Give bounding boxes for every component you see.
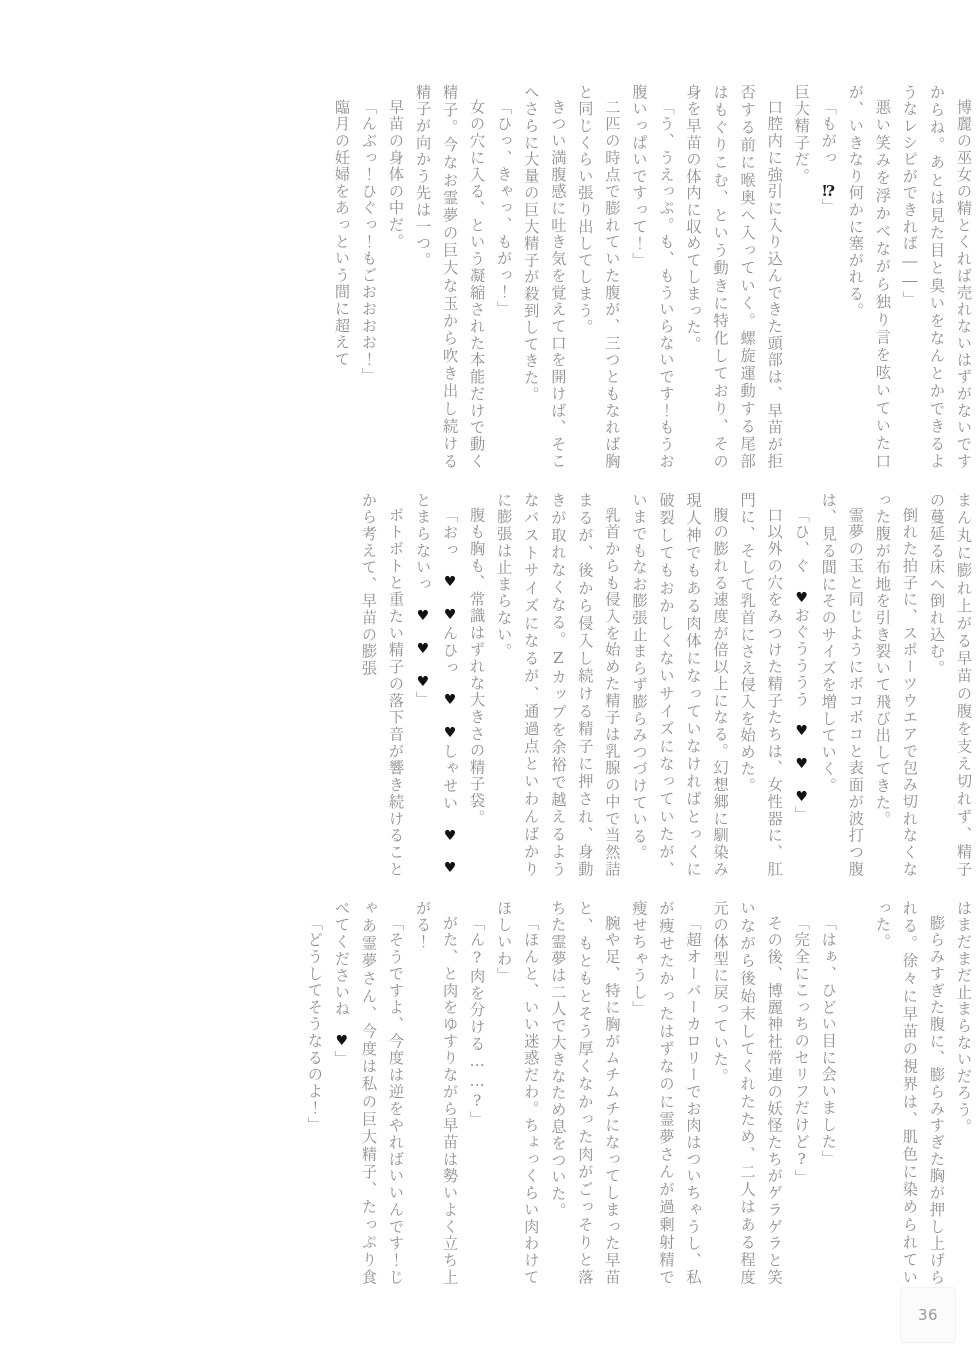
paragraph: 腕や足、特に胸がムチムチになってしまった早苗と、もともとそう厚くなかった肉がごっそりと落ちた霊夢は二人で大きなため息をついた。 bbox=[549, 900, 622, 1286]
page-folio bbox=[900, 1287, 956, 1343]
paragraph: 二匹の時点で膨れていた腹が、三つともなれば胸と同じくらい張り出してしまう。 bbox=[576, 84, 622, 470]
paragraph: その後、博麗神社常連の妖怪たちがゲラゲラと笑いながら後始末してくれたため、二人はある程度元の体型に戻っていた。 bbox=[711, 900, 784, 1286]
interrobang-mark: ⁉ bbox=[819, 181, 838, 199]
paragraph: 倒れた拍子に、スポーツウエアで包み切れなくなった腹が布地を引き裂いて飛び出してきた。 bbox=[873, 492, 919, 878]
paragraph: 「もがっ⁉」 bbox=[815, 84, 842, 470]
heart-glyph: ♥ bbox=[415, 673, 432, 692]
heart-glyph: ♥ bbox=[442, 827, 459, 846]
paragraph: 「ひっ、きゃっ、もがっ！」 bbox=[495, 99, 514, 318]
paragraph: 口以外の穴をみつけた精子たちは、女性器に、肛門に、そして乳首にさえ侵入を始めた。 bbox=[738, 492, 784, 878]
paragraph: 早苗の身体の中だ。 bbox=[387, 99, 406, 251]
paragraph: 「そうですよ、今度は逆をやればいいんです！じゃあ霊夢さん、今度は私の巨大精子、たっぷり食べてくださいね♥」 bbox=[332, 900, 406, 1286]
paragraph: 悪い笑みを浮かべながら独り言を呟いていた口が、いきなり何かに塞がれる。 bbox=[846, 84, 892, 470]
heart-glyph: ♥ bbox=[793, 589, 810, 608]
heart-glyph: ♥ bbox=[793, 788, 810, 807]
heart-glyph: ♥ bbox=[415, 640, 432, 659]
paragraph: 乳首からも侵入を始めた精子は乳腺の中で当然詰まるが、後から侵入し続ける精子に押され、身動きが取れなくなる。Zカップを余裕で越えるようなバストサイズになるが、通過点といわんばかりに膨張は止まらない。 bbox=[495, 492, 622, 878]
paragraph: 霊夢の玉と同じようにボコボコと表面が波打つ腹は、見る間にそのサイズを増していく。 bbox=[819, 492, 865, 878]
paragraph: きつい満腹感に吐き気を覚えて口を開けば、そこへさらに大量の巨大精子が殺到してきた。 bbox=[522, 84, 568, 470]
heart-glyph: ♥ bbox=[442, 860, 459, 878]
text-block-3 bbox=[117, 900, 977, 1286]
paragraph: まん丸に膨れ上がる早苗の腹を支え切れず、精子の蔓延る床へ倒れ込む。 bbox=[927, 492, 973, 878]
paragraph: 「んぶっ！ひぐっ！もごおおおお！」 bbox=[359, 99, 378, 385]
paragraph: 巨大精子だ。 bbox=[792, 84, 811, 185]
paragraph: 「超オーバーカロリーでお肉はついちゃうし、私が痩せたかったはずなのに霊夢さんが過剰射精で痩せちゃうし」 bbox=[630, 900, 703, 1286]
paragraph: 「おっ♥♥んひっ♥♥しゃせい♥♥とまらないっ♥♥♥」 bbox=[414, 492, 460, 878]
paragraph: 膨らみすぎた腹に、膨らみすぎた胸が押し上げられる。徐々に早苗の視界は、肌色に染められていった。 bbox=[873, 900, 946, 1286]
paragraph bbox=[842, 900, 869, 1286]
heart-glyph: ♥ bbox=[793, 755, 810, 774]
heart-glyph: ♥ bbox=[415, 608, 432, 626]
paragraph: 「どうしてそうなるのよ！」 bbox=[305, 915, 324, 1134]
paragraph: 「ほんと、いい迷惑だわ。ちょっくらい肉わけてほしいわ」 bbox=[495, 900, 541, 1286]
paragraph: 「完全にこっちのセリフだけど?」 bbox=[792, 915, 811, 1187]
text-block-2 bbox=[117, 492, 977, 878]
heart-glyph: ♥ bbox=[442, 725, 459, 743]
heart-glyph: ♥ bbox=[793, 723, 810, 741]
page-number: 36 bbox=[917, 1306, 939, 1324]
paragraph: 「ん?肉を分ける……?」 bbox=[468, 915, 487, 1128]
text-block-1 bbox=[89, 84, 977, 470]
heart-glyph: ♥ bbox=[442, 692, 459, 710]
paragraph: 女の穴に入る、という凝縮された本能だけで動く精子。今なお霊夢の巨大な玉から吹き出し続ける精子が向かう先は一つ。 bbox=[414, 84, 487, 470]
paragraph: ボトボトと重たい精子の落下音が響き続けることから考えて、早苗の膨張 bbox=[359, 492, 406, 878]
paragraph: 博麗の巫女の精とくれば売れないはずがないですからね。あとは見た目と臭いをなんとかできるようなレシピができれば――」 bbox=[900, 84, 973, 470]
heart-glyph: ♥ bbox=[442, 574, 459, 592]
heart-glyph: ♥ bbox=[442, 607, 459, 625]
paragraph: 臨月の妊婦をあっという間に超えて bbox=[332, 99, 351, 368]
paragraph: 腹の膨れる速度が倍以上になる。幻想郷に馴染み現人神でもある肉体になっていなければとっくに破裂してもおかしくないサイズになっていたが、いまでもなお膨張止まらず膨らみつづけている。 bbox=[630, 492, 730, 878]
paragraph: がた、と肉をゆすりながら早苗は勢いよく立ち上がる！ bbox=[414, 900, 460, 1286]
paragraph: 腹も胸も、常識はずれな大きさの精子袋。 bbox=[468, 507, 487, 827]
paragraph: 「はぁ、ひどい目に会いました」 bbox=[819, 915, 838, 1168]
heart-glyph: ♥ bbox=[333, 1032, 350, 1051]
paragraph: 口腔内に強引に入り込んできた頭部は、早苗が拒否する前に喉奥へ入っていく。螺旋運動する尾部はもぐりこむ、という動きに特化しており、その身を早苗の体内に収めてしまった。 bbox=[684, 84, 784, 470]
paragraph: 「ひ、ぐ♥おぐうううう♥♥♥」 bbox=[792, 507, 811, 824]
paragraph: はまだまだ止まらないだろう。 bbox=[955, 900, 973, 1136]
paragraph: 「う、うえっぷ。も、もういらないです！もうお腹いっぱいですって！」 bbox=[630, 84, 676, 470]
